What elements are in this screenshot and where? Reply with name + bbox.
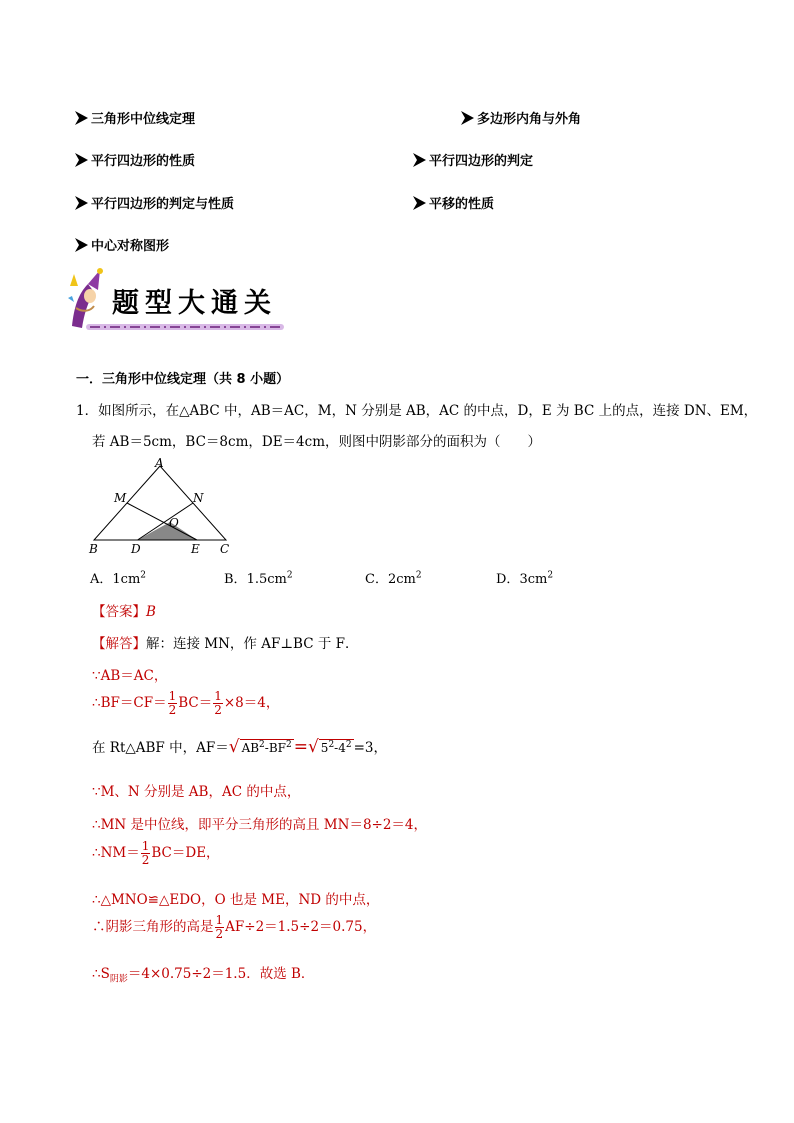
answer-label: 【答案】 [92,604,146,620]
arrow-bullet-icon [74,195,89,211]
topic-label: 中心对称图形 [91,239,170,254]
topic-label: 平行四边形的判定与性质 [91,197,235,212]
label-O: O [169,516,179,530]
topic-label: 多边形内角与外角 [477,112,582,127]
topic-label: 平行四边形的性质 [91,154,196,169]
topic-item [74,150,195,169]
explain-line-8: ∴△MNO≌△EDO，O 也是 ME，ND 的中点， [92,892,380,908]
arrow-bullet-icon [412,195,427,211]
option-b[interactable]: B．$1.5cm^2$ [224,570,293,587]
explain-line-2: ∵AB＝AC， [92,668,168,684]
question-number: 1． [76,403,99,419]
question-line-2: 若 AB＝5cm，BC＝8cm，DE＝4cm，则图中阴影部分的面积为（ ） [92,434,541,450]
banner-text: 题型大通关 [112,288,277,319]
label-N: N [193,491,204,505]
label-M: M [114,491,127,505]
question-line-1 [76,399,757,419]
section-banner [64,268,290,334]
explain-line-5: ∵M、N 分别是 AB，AC 的中点， [92,784,301,800]
wizard-mascot-icon [68,268,103,328]
triangle-figure [84,455,244,560]
arrow-bullet-icon [74,110,89,126]
section-title: 一．三角形中位线定理（共 8 小题） [76,372,290,387]
topic-item [74,193,234,212]
explain-line-7: ∴NM＝ $\frac{1}{2}$ BC＝DE， [92,839,220,867]
answer-value: B [146,604,156,620]
topic-item [74,235,169,254]
explain-line-4: 在 Rt△ABF 中，AF＝√ $AB^2-BF^2$ =√ $5^2-4^2 =3$， [92,737,388,757]
arrow-bullet-icon [460,110,475,126]
fraction-half: $\frac{1}{2}$ [168,689,177,717]
label-B: B [89,542,98,556]
topic-label: 三角形中位线定理 [91,112,196,127]
answer-line [92,600,156,620]
label-A: A [155,456,164,470]
fraction-half: $\frac{1}{2}$ [215,913,224,941]
explain-line-1: 【解答】解：连接 MN，作 AF⊥BC 于 F． [92,636,359,652]
label-C: C [220,542,230,556]
topic-item [412,193,494,212]
option-a[interactable]: A．$1cm^2$ [90,570,147,587]
arrow-bullet-icon [74,152,89,168]
explain-line-9: ∴阴影三角形的高是 $\frac{1}{2}$ AF÷2＝1.5÷2＝0.75， [92,913,377,941]
topic-label: 平行四边形的判定 [429,154,534,169]
explain-label: 【解答】 [92,636,146,652]
explain-line-3: ∴BF＝CF＝ $\frac{1}{2}$ BC＝ $\frac{1}{2}$ ×8＝4， [92,689,280,717]
explain-line-10: $\therefore S_{阴影}=4\times 0.75\div 2=1.5$．故选 B． [92,966,315,985]
option-d[interactable]: D．$3cm^2$ [496,570,554,587]
topic-label: 平移的性质 [429,197,495,212]
arrow-bullet-icon [412,152,427,168]
fraction-half: $\frac{1}{2}$ [214,689,222,717]
explain-line-6: ∴MN 是中位线，即平分三角形的高且 MN＝8÷2＝4， [92,817,428,833]
label-E: E [191,542,200,556]
fraction-half: $\frac{1}{2}$ [141,839,150,867]
topic-item [74,108,195,127]
topic-item [412,150,533,169]
label-D: D [131,542,141,556]
question-text-1: 如图所示，在△ABC 中，AB＝AC，M，N 分别是 AB，AC 的中点，D，E 为 BC 上的点，连接 DN、EM， [98,403,758,419]
option-c[interactable]: C．$2cm^2$ [365,570,422,587]
arrow-bullet-icon [74,237,89,253]
topic-item [460,108,581,127]
